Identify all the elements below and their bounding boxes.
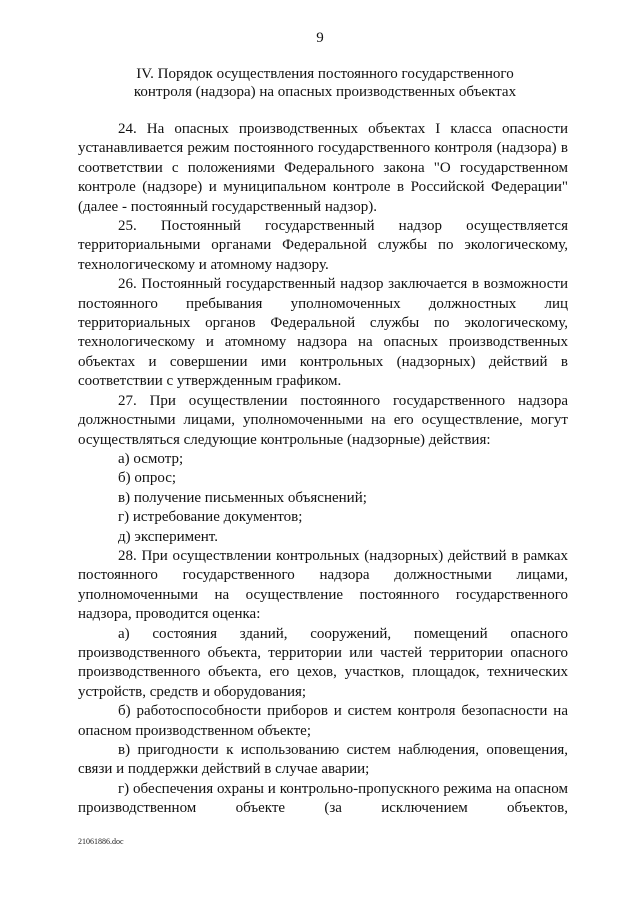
document-body: [78, 120, 568, 819]
assessment-item-a: а) состояния зданий, сооружений, помещений опасного производственного объекта, территории или частей территории опасного производственного объекта, его цехов, участков, площадок, технических устройств, средств и оборудования;: [78, 625, 568, 700]
paragraph-26: 26. Постоянный государственный надзор заключается в возможности постоянного пребывания уполномоченных должностных лиц территориальных органов Федеральной службы по экологическому, технологическому и атомному надзора на опасных производственных объектах и совершении ими контрольных (надзорных) действий в соответствии с утвержденным графиком.: [78, 276, 568, 390]
assessment-item-g: г) обеспечения охраны и контрольно-пропускного режима на опасном производственном объекте (за исключением объектов,: [78, 780, 568, 817]
paragraph-27: 27. При осуществлении постоянного государственного надзора должностными лицами, уполномоченными на его осуществление, могут осуществляться следующие контрольные (надзорные) действия:: [78, 392, 568, 448]
list-item-g-documents: г) истребование документов;: [118, 509, 303, 526]
paragraph-28: 28. При осуществлении контрольных (надзорных) действий в рамках постоянного государственного надзора должностными лицами, уполномоченными на осуществление постоянного государственного надзора, проводится оценка:: [78, 547, 568, 623]
assessment-item-b: б) работоспособности приборов и систем контроля безопасности на опасном производственном объекте;: [78, 703, 568, 739]
section-heading-line-1: IV. Порядок осуществления постоянного государственного: [136, 66, 514, 82]
list-item-d-experiment: д) эксперимент.: [118, 528, 218, 545]
section-heading: [90, 65, 560, 101]
page-number: 9: [316, 30, 324, 46]
assessment-item-v: в) пригодности к использованию систем наблюдения, оповещения, связи и поддержки действий в случае аварии;: [78, 742, 568, 778]
list-item-a-inspection: а) осмотр;: [118, 450, 184, 467]
paragraph-25: 25. Постоянный государственный надзор осуществляется территориальными органами Федеральной службы по экологическому, технологическому и атомному надзору.: [78, 218, 568, 273]
list-item-b-survey: б) опрос;: [118, 470, 177, 487]
paragraph-24: 24. На опасных производственных объектах I класса опасности устанавливается режим постоянного государственного контроля (надзора) в соответствии с положениями Федерального закона "О государственном контроле (надзоре) и муниципальном контроле в Российской Федерации" (далее - постоянный государственный надзор).: [78, 121, 568, 215]
list-item-v-explanations: в) получение письменных объяснений;: [118, 489, 367, 506]
document-filename-footer: 21061886.doc: [78, 837, 124, 846]
section-heading-line-2: контроля (надзора) на опасных производственных объектах: [133, 84, 517, 100]
